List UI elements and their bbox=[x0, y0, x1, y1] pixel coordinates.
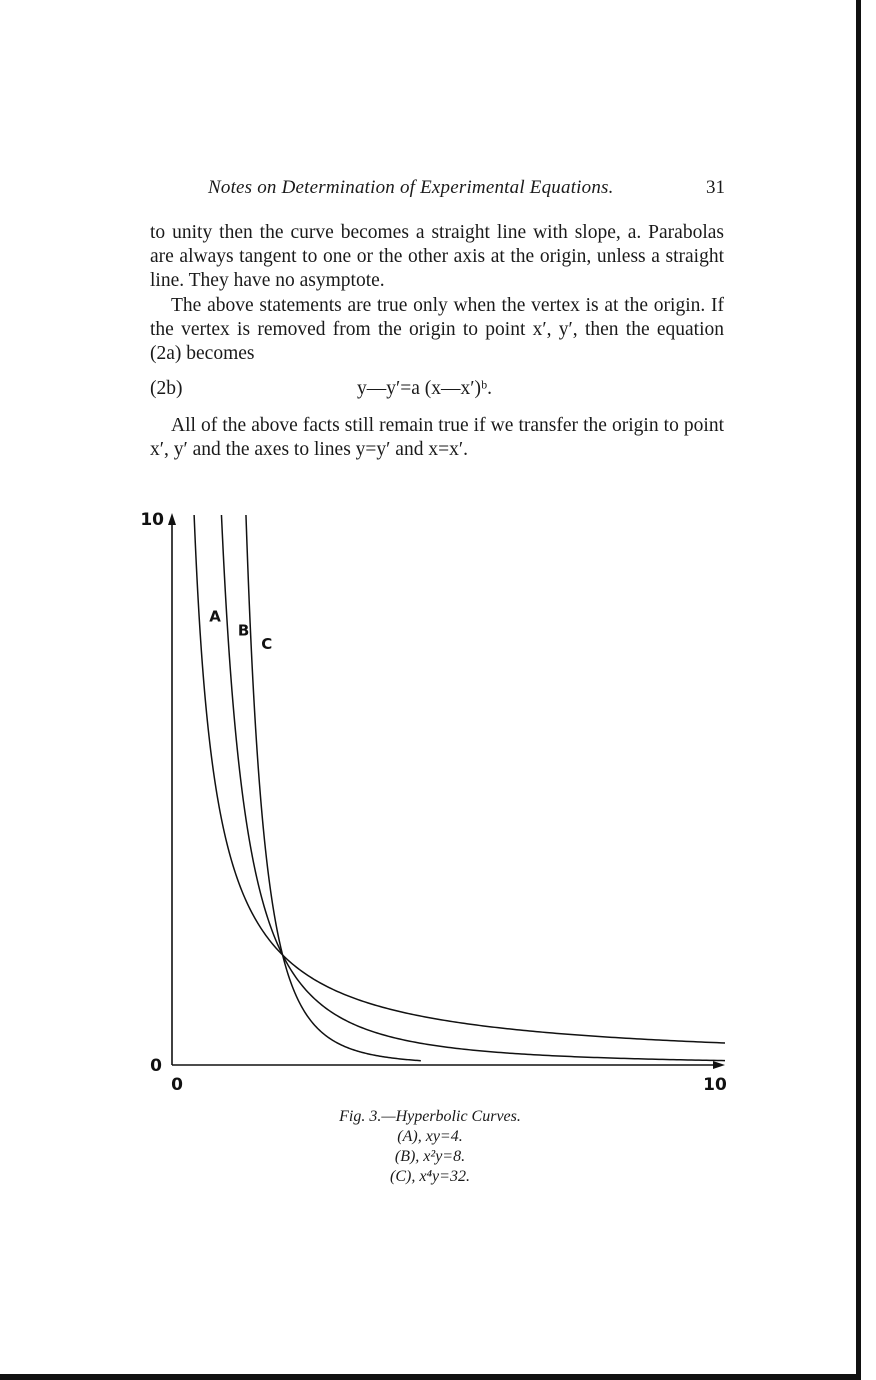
page-number: 31 bbox=[706, 177, 725, 198]
paragraph-1 bbox=[150, 221, 724, 294]
caption-line-b: (B), x²y=8. bbox=[394, 1148, 466, 1165]
figure-caption bbox=[300, 1107, 560, 1187]
caption-line-c: (C), x⁴y=32. bbox=[390, 1168, 470, 1185]
equation-2b bbox=[150, 378, 724, 404]
running-title: Notes on Determination of Experimental Equations. bbox=[208, 177, 614, 198]
caption-line-a: (A), xy=4. bbox=[397, 1128, 463, 1145]
curve-label-c: C bbox=[261, 635, 273, 653]
paragraph-text: All of the above facts still remain true if we transfer the origin to point x′, y′ and the axes to lines y=y′ and x=x′. bbox=[150, 415, 724, 461]
equation-label: (2b) bbox=[150, 378, 183, 399]
x-tick-label-10: 10 bbox=[703, 1075, 727, 1095]
paragraph-text: to unity then the curve becomes a straight line with slope, a. Parabolas are always tangent to one or the other axis at the origin, unless a straight line. They have no asymptote. bbox=[150, 222, 724, 292]
paragraph-3 bbox=[150, 414, 724, 462]
curve-label-a: A bbox=[209, 607, 221, 626]
y-tick-label-10: 10 bbox=[140, 510, 164, 530]
curve-label-b: B bbox=[237, 621, 250, 640]
equation-body: y—y′=a (x—x′)ᵇ. bbox=[357, 378, 492, 399]
caption-title: Fig. 3.—Hyperbolic Curves. bbox=[339, 1108, 521, 1125]
running-header bbox=[150, 177, 725, 201]
x-tick-label-0: 0 bbox=[171, 1075, 183, 1095]
y-tick-label-0: 0 bbox=[150, 1056, 162, 1076]
paragraph-2 bbox=[150, 294, 724, 367]
paragraph-text: The above statements are true only when the vertex is at the origin. If the vertex is removed from the origin to point x′, y′, then the equation (2a) becomes bbox=[150, 295, 724, 365]
